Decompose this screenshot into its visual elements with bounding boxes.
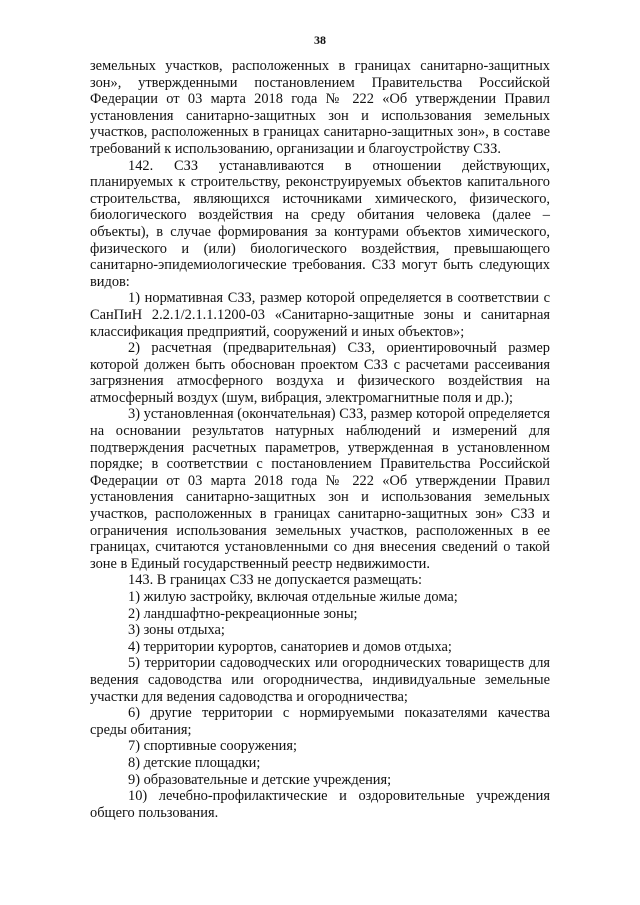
list-item-142-3: 3) установленная (окончательная) СЗЗ, размер которой определяется на основании результатов натурных наблюдений и измерений для подтверждения расчетных параметров, утвержденная в установленном порядке; в соответствии с постановлением Правительства Российской Федерации от 03 марта 2018 года № 222 «Об утверждении Правил установления санитарно-защитных зон и использования земельных участков, расположенных в границах санитарно-защитных зон» СЗЗ и ограничения использования земельных участков, расположенных в ее границах, считаются установленными со дня внесения сведений о такой зоне в Единый государственный реестр недвижимости.: [90, 406, 550, 572]
list-item-143-9: 9) образовательные и детские учреждения;: [128, 771, 392, 788]
list-item-142-2: 2) расчетная (предварительная) СЗЗ, ориентировочный размер которой должен быть обоснован проектом СЗЗ с расчетами рассеивания загрязнения атмосферного воздуха и физического воздействия на атмосферный воздух (шум, вибрация, электромагнитные поля и др.);: [90, 340, 550, 406]
paragraph-142: 142. СЗЗ устанавливаются в отношении действующих, планируемых к строительству, реконструируемых объектов капитального строительства, являющихся источниками химического, физического, биологического воздействия на среду обитания человека (далее – объекты), в случае формирования за контурами объектов химического, физического и (или) биологического воздействия, превышающего санитарно-эпидемиологические требования. СЗЗ могут быть следующих видов:: [90, 157, 550, 290]
list-item-143-2: 2) ландшафтно-рекреационные зоны;: [128, 605, 358, 622]
list-item-143-6: 6) другие территории с нормируемыми показателями качества среды обитания;: [90, 705, 550, 738]
paragraph-143: 143. В границах СЗЗ не допускается размещать:: [128, 572, 422, 589]
paragraph-continuation: земельных участков, расположенных в границах санитарно-защитных зон», утвержденными постановлением Правительства Российской Федерации от 03 марта 2018 года № 222 «Об утверждении Правил установления санитарно-защитных зон и использования земельных участков, расположенных в границах санитарно-защитных зон», в составе требований к использованию, организации и благоустройству СЗЗ.: [90, 58, 550, 157]
list-item-143-3: 3) зоны отдыха;: [128, 622, 225, 639]
list-item-143-10: 10) лечебно-профилактические и оздоровительные учреждения общего пользования.: [90, 788, 550, 821]
list-item-143-1: 1) жилую застройку, включая отдельные жилые дома;: [128, 589, 458, 605]
document-body: [90, 58, 550, 821]
list-item-142-1: 1) нормативная СЗЗ, размер которой определяется в соответствии с СанПиН 2.2.1/2.1.1.1200-03 «Санитарно-защитные зоны и санитарная классификация предприятий, сооружений и иных объектов»;: [90, 290, 550, 340]
list-item-143-5: 5) территории садоводческих или огороднических товариществ для ведения садоводства или огородничества, индивидуальные земельные участки для ведения садоводства и огородничества;: [90, 655, 550, 705]
list-item-143-4: 4) территории курортов, санаториев и домов отдыха;: [128, 638, 452, 655]
page-number: 38: [314, 33, 326, 47]
list-item-143-7: 7) спортивные сооружения;: [128, 738, 297, 755]
list-item-143-8: 8) детские площадки;: [128, 754, 261, 771]
